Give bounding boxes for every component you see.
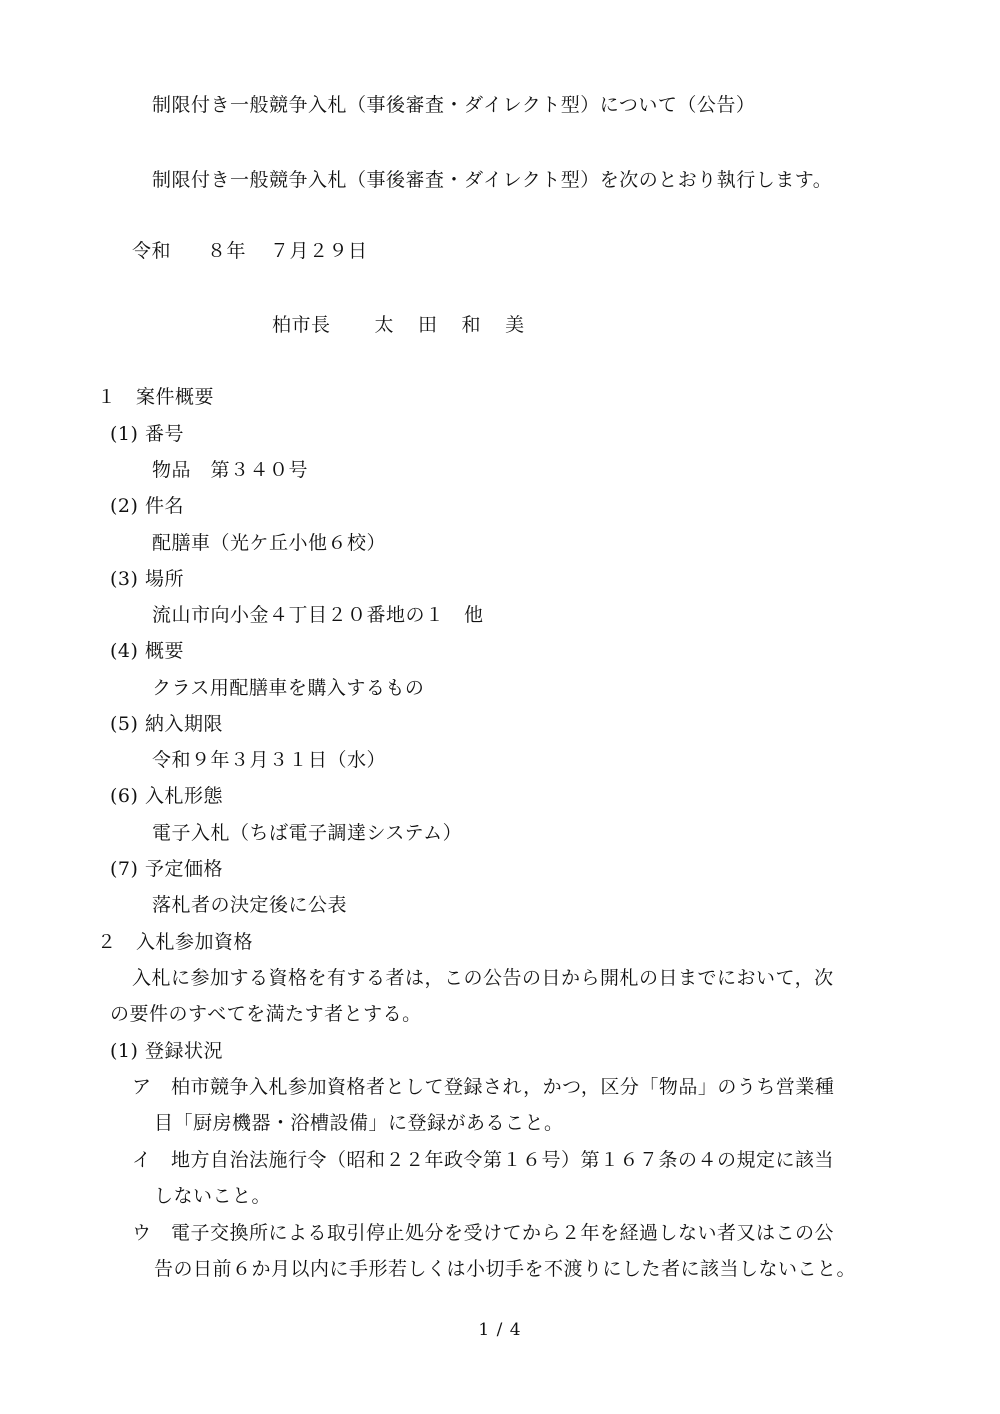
section2-subheading: (1) 登録状況 xyxy=(110,1040,223,1062)
requirement-item: ウ 電子交換所による取引停止処分を受けてから２年を経過しない者又はこの公 xyxy=(132,1222,835,1244)
item-label: (2) 件名 xyxy=(110,495,184,517)
notice-date xyxy=(132,238,368,264)
issuer-name-char: 美 xyxy=(505,314,525,336)
issuer-title: 柏市長 xyxy=(272,314,331,336)
notice-intro: 制限付き一般競争入札（事後審査・ダイレクト型）を次のとおり執行します。 xyxy=(152,169,833,191)
requirement-item-cont: 告の日前６か月以内に手形若しくは小切手を不渡りにした者に該当しないこと。 xyxy=(154,1258,857,1280)
issuer-name-char: 和 xyxy=(461,314,482,336)
issuer xyxy=(272,312,525,338)
issuer-name-char: 田 xyxy=(418,314,438,336)
item-value: 落札者の決定後に公表 xyxy=(152,894,348,916)
item-label: (6) 入札形態 xyxy=(110,785,223,807)
requirement-item-cont: 目「厨房機器・浴槽設備」に登録があること。 xyxy=(154,1112,564,1134)
item-label: (1) 番号 xyxy=(110,423,184,445)
item-label: (7) 予定価格 xyxy=(110,858,223,880)
date-month-day: ７月２９日 xyxy=(270,240,368,262)
item-value: 配膳車（光ケ丘小他６校） xyxy=(152,532,387,554)
item-value: 電子入札（ちば電子調達システム） xyxy=(152,822,463,844)
item-label: (4) 概要 xyxy=(110,640,184,662)
requirement-item: イ 地方自治法施行令（昭和２２年政令第１６号）第１６７条の４の規定に該当 xyxy=(132,1149,835,1171)
section2-paragraph: 入札に参加する資格を有する者は，この公告の日から開札の日までにおいて，次 xyxy=(132,967,834,989)
requirement-item-cont: しないこと。 xyxy=(154,1185,272,1207)
section2-paragraph: の要件のすべてを満たす者とする。 xyxy=(110,1003,422,1025)
section1-heading: １ 案件概要 xyxy=(97,386,215,408)
item-value: クラス用配膳車を購入するもの xyxy=(152,677,425,699)
item-value: 令和９年３月３１日（水） xyxy=(152,749,387,771)
requirement-item: ア 柏市競争入札参加資格者として登録され，かつ，区分「物品」のうち営業種 xyxy=(132,1076,835,1098)
issuer-name-char: 太 xyxy=(374,314,395,336)
date-year: ８年 xyxy=(207,240,247,262)
page-number: 1 / 4 xyxy=(478,1320,522,1340)
section2-heading: ２ 入札参加資格 xyxy=(97,931,254,953)
date-era: 令和 xyxy=(132,240,172,262)
item-value: 流山市向小金４丁目２０番地の１ 他 xyxy=(152,604,484,626)
item-value: 物品 第３４０号 xyxy=(152,459,309,481)
notice-title: 制限付き一般競争入札（事後審査・ダイレクト型）について（公告） xyxy=(152,94,756,116)
item-label: (5) 納入期限 xyxy=(110,713,223,735)
item-label: (3) 場所 xyxy=(110,568,184,590)
